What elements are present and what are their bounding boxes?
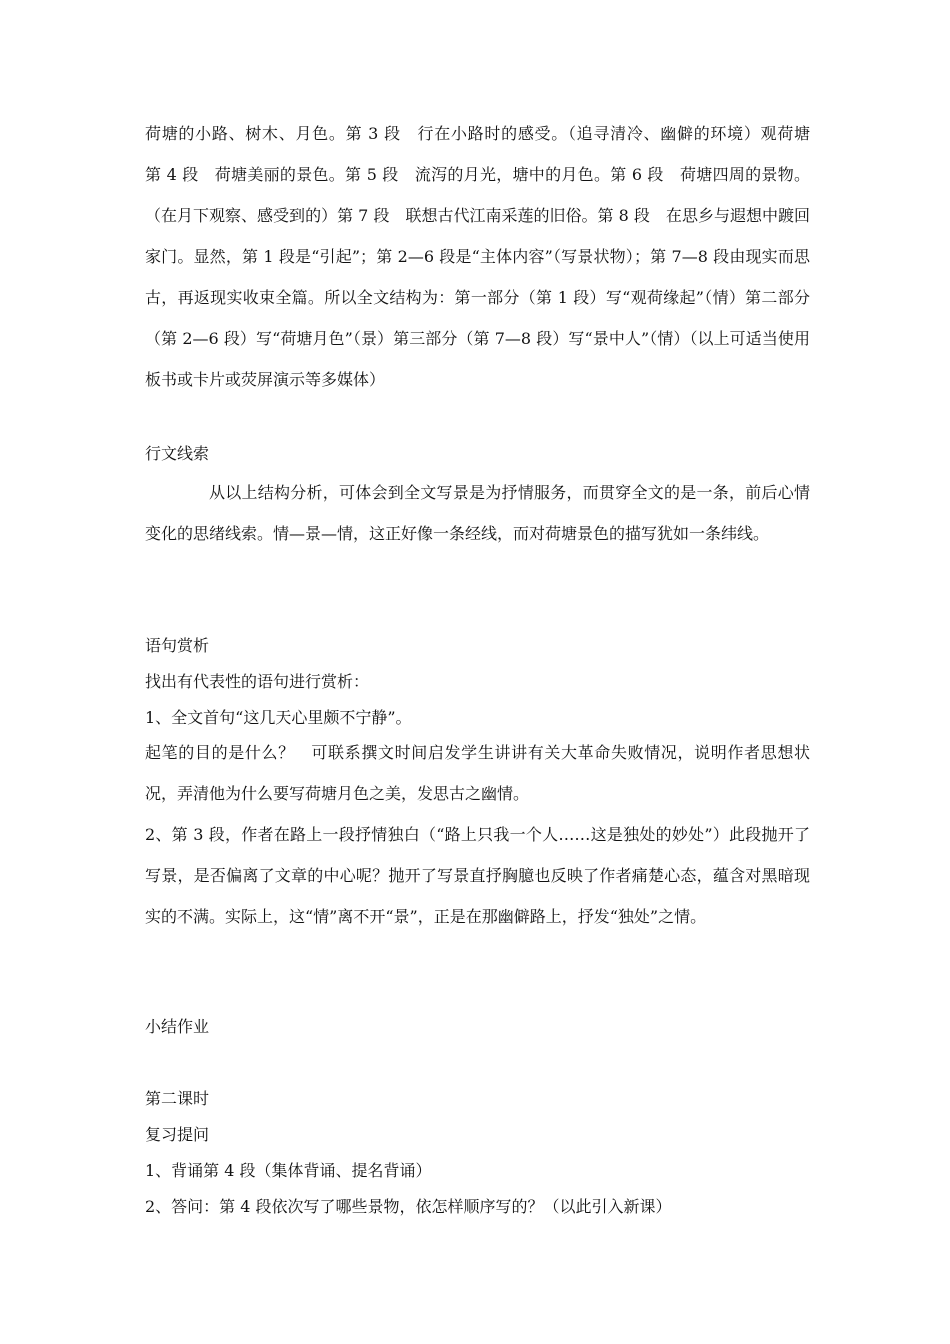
review-heading: 复习提问 [145, 1125, 210, 1144]
summary-heading: 小结作业 [145, 1017, 210, 1036]
structure-paragraph: 荷塘的小路、树木、月色。第 3 段 行在小路时的感受。（追寻清冷、幽僻的环境）观荷塘 第 4 段 荷塘美丽的景色。第 5 段 流泻的月光，塘中的月色。第 6 段 荷塘四周的景物。（在月下观察、感受到的）第 7 段 联想古代江南采莲的旧俗。第 8 段 在思乡与遐想中踱回家门。显然，第 1 段是“引起”；第 2—6 段是“主体内容”（写景状物）；第 7—8 段由现实而思古，再返现实收束全篇。所以全文结构为：第一部分（第 1 段）写“观荷缘起”（情）第二部分（第 2—6 段）写“荷塘月色”（景）第三部分（第 7—8 段）写“景中人”（情）（以上可适当使用板书或卡片或荧屏演示等多媒体） [145, 124, 827, 389]
appreciation-heading: 语句赏析 [145, 636, 210, 655]
appreciation-item-1-title: 1、全文首句“这几天心里颇不宁静”。 [145, 708, 412, 727]
appreciation-item-2-body: 2、第 3 段，作者在路上一段抒情独白（“路上只我一个人……这是独处的妙处”）此段抛开了写景，是否偏离了文章的中心呢？抛开了写景直抒胸臆也反映了作者痛楚心态，蕴含对黑暗现实的不满。实际上，这“情”离不开“景”，正是在那幽僻路上，抒发“独处”之情。 [145, 825, 810, 926]
thread-heading: 行文线索 [145, 444, 210, 463]
review-question-2: 2、答问：第 4 段依次写了哪些景物，依怎样顺序写的？（以此引入新课） [145, 1197, 672, 1216]
review-question-1: 1、背诵第 4 段（集体背诵、提名背诵） [145, 1161, 432, 1180]
appreciation-intro: 找出有代表性的语句进行赏析： [145, 672, 370, 691]
second-lesson-heading: 第二课时 [145, 1089, 210, 1108]
appreciation-item-1-body: 起笔的目的是什么？ 可联系撰文时间启发学生讲讲有关大革命失败情况，说明作者思想状况，弄清他为什么要写荷塘月色之美，发思古之幽情。 [145, 743, 810, 803]
thread-paragraph: 从以上结构分析，可体会到全文写景是为抒情服务，而贯穿全文的是一条，前后心情 变化的思绪线索。情—景—情，这正好像一条经线，而对荷塘景色的描写犹如一条纬线。 [145, 483, 827, 543]
